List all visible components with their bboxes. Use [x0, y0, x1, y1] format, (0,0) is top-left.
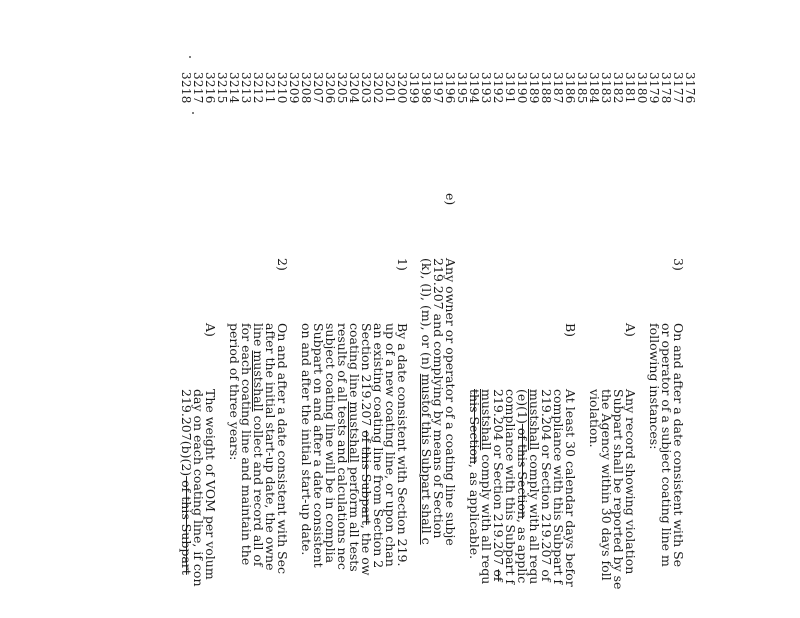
line-number: 3185 [575, 72, 589, 104]
line-number: 3180 [635, 72, 649, 104]
line-number: 3189 [527, 72, 541, 104]
line-number: 3208 [299, 72, 313, 104]
line-number: 3190 [515, 72, 529, 104]
line-number: 3218 [179, 72, 193, 104]
line-number: 3197 [431, 72, 445, 104]
line-number: 3206 [323, 72, 337, 104]
text-line: Subpart on and after a date consistent [311, 323, 326, 568]
text-line: subject coating line will be in complia [323, 323, 338, 564]
line-number: 3187 [551, 72, 565, 104]
inserted-text: mustshall [527, 389, 542, 451]
line-number: 3202 [371, 72, 385, 104]
line-number: 3212 [251, 72, 265, 104]
line-number: 3192 [491, 72, 505, 104]
line-number: 3182 [611, 72, 625, 104]
deleted-text: of this Subpart [359, 430, 374, 525]
line-number: 3186 [563, 72, 577, 104]
text-line: By a date consistent with Section 219. [395, 323, 410, 567]
line-number: 3194 [467, 72, 481, 104]
line-number: 3191 [503, 72, 517, 104]
text-run: , as applic [515, 518, 530, 584]
line-number: 3205 [335, 72, 349, 104]
line-number: 3195 [455, 72, 469, 104]
line-number: 3200 [395, 72, 409, 104]
text-line: 219.204 or Section 219.207 of [539, 389, 554, 582]
line-number: 3209 [287, 72, 301, 104]
text-line [464, 389, 484, 559]
text-line: violation. [587, 389, 602, 448]
line-number: 3213 [239, 72, 253, 104]
text-run: , the ow [359, 524, 374, 576]
deleted-text: of this Section [515, 423, 530, 519]
line-number: 3217 [191, 72, 205, 104]
text-line: on and after the initial start-up date. [299, 323, 314, 556]
text-line: after the initial start-up date, the owne [263, 323, 278, 571]
text-line: up of a new coating line, or upon chan [383, 323, 398, 567]
text-line: day on each coating line, if con [191, 389, 206, 587]
text-run: line [251, 323, 266, 351]
line-number: 3196 [443, 72, 457, 104]
item-label: A) [203, 323, 218, 337]
deleted-text: of [491, 569, 506, 582]
line-number: 3176 [683, 72, 697, 104]
line-number: 3214 [227, 72, 241, 104]
text-line: compliance with this Subpart f [503, 389, 518, 585]
text-line: Subpart shall be reported by se [611, 389, 626, 590]
text-line: the Agency within 30 days foll [599, 389, 614, 581]
text-line [416, 258, 436, 545]
text-line: for each coating line and maintain the [239, 323, 254, 566]
text-run: (k), (l), (m), or (n) [419, 258, 434, 374]
line-number: 3211 [263, 72, 277, 104]
text-run: , as applicable. [467, 464, 482, 560]
inserted-text: mustof this Subpart shall c [419, 373, 434, 545]
text-line: compliance with this Subpart f [551, 389, 566, 585]
line-number: 3188 [539, 72, 553, 104]
text-run: (e)(1) [515, 389, 530, 424]
line-number: 3199 [407, 72, 421, 104]
text-line: period of three years: [227, 323, 242, 461]
deleted-text: of this Subpart [179, 476, 194, 575]
line-number: 3183 [599, 72, 613, 104]
text-line: following instances: [647, 323, 662, 450]
line-number: 3198 [419, 72, 433, 104]
inserted-text: mustshall [479, 389, 494, 451]
line-number: 3184 [587, 72, 601, 104]
item-label: 3) [671, 258, 686, 271]
text-line: At least 30 calendar days befor [563, 389, 578, 587]
text-line: an existing coating line from Section 2 [371, 323, 386, 569]
item-label: A) [623, 323, 638, 337]
text-line: results of all tests and calculations nec [335, 323, 350, 570]
text-run: Section 219.207 [359, 323, 374, 431]
line-number: 3215 [215, 72, 229, 104]
text-line: The weight of VOM per volum [203, 389, 218, 580]
item-label: B) [563, 323, 578, 338]
text-line: Any owner or operator of a coating line subje [443, 258, 458, 546]
inserted-text: mustshall [347, 401, 362, 463]
line-number: 3178 [659, 72, 673, 104]
line-number: 3181 [623, 72, 637, 104]
text-line: On and after a date consistent with Sec [275, 323, 290, 575]
text-run: comply with all requ [527, 450, 542, 585]
text-run: coating line [347, 323, 362, 402]
text-line: On and after a date consistent with Se [671, 323, 686, 568]
text-line: or operator of a subject coating line m [659, 323, 674, 567]
text-run: 219.207(b)(2) [179, 389, 194, 477]
text-line: Any record showing violation [623, 389, 638, 575]
text-run: collect and record all of [251, 411, 266, 567]
line-number: 3207 [311, 72, 325, 104]
text-line [176, 389, 196, 575]
deleted-text: this Section [467, 389, 482, 465]
line-number: 3193 [479, 72, 493, 104]
line-number: 3216 [203, 72, 217, 104]
item-label: 2) [275, 258, 290, 271]
line-number: 3201 [383, 72, 397, 104]
item-label: 1) [395, 258, 410, 271]
line-number: 3210 [275, 72, 289, 104]
line-number: 3203 [359, 72, 373, 104]
inserted-text: mustshall [251, 350, 266, 412]
text-line: 219.207 and complying by means of Section [431, 258, 446, 539]
text-run: perform all tests [347, 462, 362, 572]
item-label: e) [443, 193, 458, 206]
line-number: 3204 [347, 72, 361, 104]
line-number: 3179 [647, 72, 661, 104]
text-run: 219.204 or Section 219.207 [491, 389, 506, 570]
line-number: 3177 [671, 72, 685, 104]
text-run: comply with all requ [479, 450, 494, 585]
